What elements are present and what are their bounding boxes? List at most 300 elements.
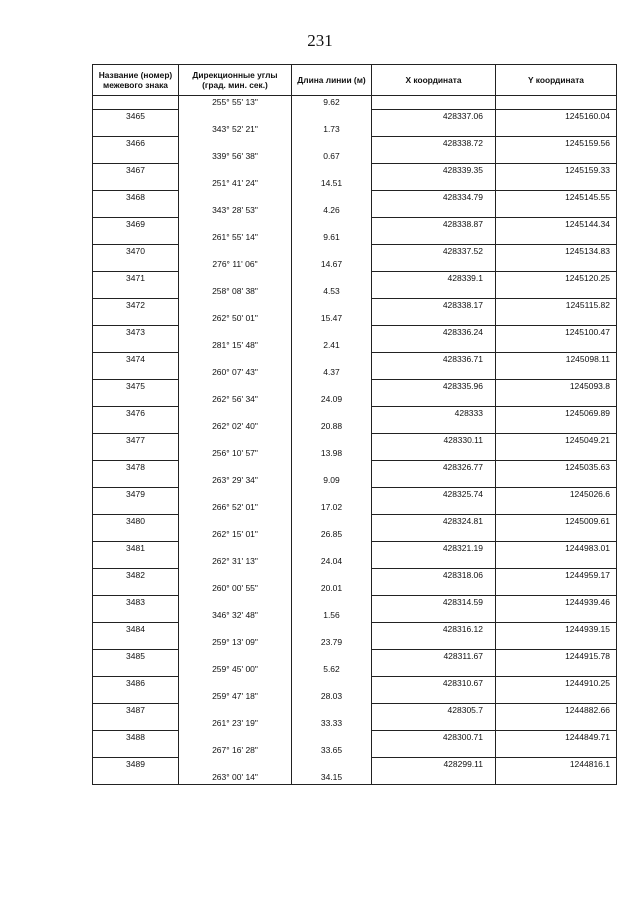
- x-coordinate-cell: [372, 771, 496, 785]
- mark-name-cell: [93, 744, 179, 758]
- table-row-segment: [93, 447, 617, 461]
- table-row-point: [93, 137, 617, 151]
- y-coordinate-cell: 1245160.04: [496, 110, 617, 124]
- x-coordinate-cell: 428334.79: [372, 191, 496, 205]
- line-length-cell: [292, 407, 372, 421]
- line-length-cell: 0.67: [292, 150, 372, 164]
- y-coordinate-cell: 1245120.25: [496, 272, 617, 286]
- mark-name-cell: [93, 150, 179, 164]
- line-length-cell: [292, 623, 372, 637]
- x-coordinate-cell: 428338.17: [372, 299, 496, 313]
- directional-angle-cell: 262° 31' 13": [179, 555, 292, 569]
- table-row-segment: [93, 717, 617, 731]
- mark-name-cell: 3481: [93, 542, 179, 556]
- line-length-cell: 24.04: [292, 555, 372, 569]
- directional-angle-cell: 255° 55' 13": [179, 96, 292, 110]
- directional-angle-cell: 276° 11' 06": [179, 258, 292, 272]
- x-coordinate-cell: 428338.72: [372, 137, 496, 151]
- table-row-segment: [93, 204, 617, 218]
- y-coordinate-cell: 1244816.1: [496, 758, 617, 772]
- table-row-segment: [93, 744, 617, 758]
- y-coordinate-cell: 1244910.25: [496, 677, 617, 691]
- directional-angle-cell: 256° 10' 57": [179, 447, 292, 461]
- mark-name-cell: [93, 501, 179, 515]
- mark-name-cell: [93, 447, 179, 461]
- x-coordinate-cell: 428325.74: [372, 488, 496, 502]
- directional-angle-cell: [179, 677, 292, 691]
- directional-angle-cell: [179, 758, 292, 772]
- table-row-point: [93, 731, 617, 745]
- x-coordinate-cell: [372, 339, 496, 353]
- mark-name-cell: [93, 366, 179, 380]
- line-length-cell: 1.56: [292, 609, 372, 623]
- table-row-segment: [93, 609, 617, 623]
- x-coordinate-cell: 428336.71: [372, 353, 496, 367]
- line-length-cell: 9.62: [292, 96, 372, 110]
- y-coordinate-cell: 1245049.21: [496, 434, 617, 448]
- line-length-cell: 5.62: [292, 663, 372, 677]
- y-coordinate-cell: [496, 663, 617, 677]
- y-coordinate-cell: 1245035.63: [496, 461, 617, 475]
- x-coordinate-cell: 428330.11: [372, 434, 496, 448]
- directional-angle-cell: [179, 488, 292, 502]
- y-coordinate-cell: 1244939.46: [496, 596, 617, 610]
- x-coordinate-cell: [372, 717, 496, 731]
- directional-angle-cell: 261° 23' 19": [179, 717, 292, 731]
- x-coordinate-cell: 428316.12: [372, 623, 496, 637]
- table-row-segment: [93, 474, 617, 488]
- mark-name-cell: 3479: [93, 488, 179, 502]
- table-row-point: [93, 407, 617, 421]
- table-row-point: [93, 677, 617, 691]
- mark-name-cell: 3465: [93, 110, 179, 124]
- table-row-segment: [93, 555, 617, 569]
- x-coordinate-cell: [372, 366, 496, 380]
- page-number: 231: [307, 31, 333, 50]
- table-row-point: [93, 596, 617, 610]
- x-coordinate-cell: 428310.67: [372, 677, 496, 691]
- table-row-point: [93, 299, 617, 313]
- directional-angle-cell: [179, 434, 292, 448]
- directional-angle-cell: [179, 191, 292, 205]
- y-coordinate-cell: 1245159.33: [496, 164, 617, 178]
- y-coordinate-cell: [496, 555, 617, 569]
- line-length-cell: [292, 380, 372, 394]
- mark-name-cell: 3487: [93, 704, 179, 718]
- line-length-cell: [292, 704, 372, 718]
- mark-name-cell: 3468: [93, 191, 179, 205]
- line-length-cell: 4.37: [292, 366, 372, 380]
- mark-name-cell: [93, 339, 179, 353]
- line-length-cell: 1.73: [292, 123, 372, 137]
- x-coordinate-cell: [372, 501, 496, 515]
- mark-name-cell: 3471: [93, 272, 179, 286]
- table-row-segment: [93, 258, 617, 272]
- x-coordinate-cell: [372, 636, 496, 650]
- directional-angle-cell: 251° 41' 24": [179, 177, 292, 191]
- x-coordinate-cell: 428299.11: [372, 758, 496, 772]
- directional-angle-cell: 267° 16' 28": [179, 744, 292, 758]
- x-coordinate-cell: 428326.77: [372, 461, 496, 475]
- x-coordinate-cell: 428321.19: [372, 542, 496, 556]
- table-row-point: [93, 218, 617, 232]
- line-length-cell: [292, 515, 372, 529]
- directional-angle-cell: [179, 272, 292, 286]
- directional-angle-cell: [179, 407, 292, 421]
- line-length-cell: 17.02: [292, 501, 372, 515]
- y-coordinate-cell: [496, 528, 617, 542]
- mark-name-cell: 3486: [93, 677, 179, 691]
- directional-angle-cell: 259° 45' 00": [179, 663, 292, 677]
- y-coordinate-cell: 1245115.82: [496, 299, 617, 313]
- y-coordinate-cell: 1245144.34: [496, 218, 617, 232]
- y-coordinate-cell: 1244849.71: [496, 731, 617, 745]
- y-coordinate-cell: [496, 771, 617, 785]
- line-length-cell: [292, 677, 372, 691]
- line-length-cell: 14.51: [292, 177, 372, 191]
- y-coordinate-cell: [496, 339, 617, 353]
- table-row-point: [93, 515, 617, 529]
- directional-angle-cell: 343° 28' 53": [179, 204, 292, 218]
- y-coordinate-cell: [496, 285, 617, 299]
- line-length-cell: [292, 542, 372, 556]
- table-row-segment: [93, 690, 617, 704]
- mark-name-cell: 3466: [93, 137, 179, 151]
- y-coordinate-cell: [496, 609, 617, 623]
- mark-name-cell: [93, 582, 179, 596]
- table-row-point: [93, 758, 617, 772]
- directional-angle-cell: [179, 326, 292, 340]
- directional-angle-cell: 260° 07' 43": [179, 366, 292, 380]
- table-row-segment: [93, 123, 617, 137]
- table-row-segment: [93, 231, 617, 245]
- line-length-cell: 2.41: [292, 339, 372, 353]
- y-coordinate-cell: [496, 231, 617, 245]
- mark-name-cell: [93, 258, 179, 272]
- x-coordinate-cell: 428339.35: [372, 164, 496, 178]
- table-row-point: [93, 245, 617, 259]
- directional-angle-cell: 258° 08' 38": [179, 285, 292, 299]
- directional-angle-cell: 262° 02' 40": [179, 420, 292, 434]
- directional-angle-cell: [179, 650, 292, 664]
- directional-angle-cell: [179, 542, 292, 556]
- y-coordinate-cell: [496, 312, 617, 326]
- table-row-segment: [93, 339, 617, 353]
- mark-name-cell: [93, 96, 179, 110]
- directional-angle-cell: [179, 461, 292, 475]
- line-length-cell: 33.33: [292, 717, 372, 731]
- directional-angle-cell: 262° 50' 01": [179, 312, 292, 326]
- line-length-cell: 20.88: [292, 420, 372, 434]
- mark-name-cell: 3477: [93, 434, 179, 448]
- x-coordinate-cell: [372, 447, 496, 461]
- x-coordinate-cell: [372, 690, 496, 704]
- y-coordinate-cell: [496, 123, 617, 137]
- mark-name-cell: [93, 528, 179, 542]
- line-length-cell: [292, 731, 372, 745]
- x-coordinate-cell: [372, 204, 496, 218]
- line-length-cell: [292, 191, 372, 205]
- table-row-segment: [93, 420, 617, 434]
- y-coordinate-cell: 1245159.56: [496, 137, 617, 151]
- directional-angle-cell: 263° 29' 34": [179, 474, 292, 488]
- y-coordinate-cell: 1244882.66: [496, 704, 617, 718]
- line-length-cell: 33.65: [292, 744, 372, 758]
- y-coordinate-cell: [496, 501, 617, 515]
- y-coordinate-cell: 1244959.17: [496, 569, 617, 583]
- mark-name-cell: [93, 690, 179, 704]
- x-coordinate-cell: [372, 420, 496, 434]
- directional-angle-cell: [179, 110, 292, 124]
- line-length-cell: [292, 299, 372, 313]
- mark-name-cell: 3480: [93, 515, 179, 529]
- x-coordinate-cell: 428300.71: [372, 731, 496, 745]
- x-coordinate-cell: 428314.59: [372, 596, 496, 610]
- table-row-segment: [93, 96, 617, 110]
- line-length-cell: [292, 272, 372, 286]
- mark-name-cell: [93, 420, 179, 434]
- mark-name-cell: 3489: [93, 758, 179, 772]
- line-length-cell: 9.09: [292, 474, 372, 488]
- y-coordinate-cell: [496, 366, 617, 380]
- y-coordinate-cell: 1245100.47: [496, 326, 617, 340]
- y-coordinate-cell: [496, 420, 617, 434]
- mark-name-cell: [93, 231, 179, 245]
- y-coordinate-cell: [496, 690, 617, 704]
- directional-angle-cell: 343° 52' 21": [179, 123, 292, 137]
- mark-name-cell: 3488: [93, 731, 179, 745]
- directional-angle-cell: [179, 164, 292, 178]
- x-coordinate-cell: 428324.81: [372, 515, 496, 529]
- directional-angle-cell: [179, 623, 292, 637]
- mark-name-cell: [93, 204, 179, 218]
- line-length-cell: [292, 758, 372, 772]
- table-row-segment: [93, 366, 617, 380]
- line-length-cell: [292, 137, 372, 151]
- mark-name-cell: 3478: [93, 461, 179, 475]
- x-coordinate-cell: 428339.1: [372, 272, 496, 286]
- y-coordinate-cell: 1245134.83: [496, 245, 617, 259]
- x-coordinate-cell: [372, 474, 496, 488]
- y-coordinate-cell: [496, 447, 617, 461]
- directional-angle-cell: [179, 704, 292, 718]
- line-length-cell: [292, 434, 372, 448]
- header-line-length: Длина линии (м): [292, 65, 372, 96]
- header-directional-angle: Дирекционные углы (град. мин. сек.): [179, 65, 292, 96]
- directional-angle-cell: 262° 56' 34": [179, 393, 292, 407]
- y-coordinate-cell: [496, 636, 617, 650]
- table-row-point: [93, 650, 617, 664]
- y-coordinate-cell: [496, 393, 617, 407]
- y-coordinate-cell: 1245069.89: [496, 407, 617, 421]
- y-coordinate-cell: [496, 474, 617, 488]
- mark-name-cell: [93, 285, 179, 299]
- table-row-point: [93, 623, 617, 637]
- directional-angle-cell: [179, 515, 292, 529]
- line-length-cell: [292, 164, 372, 178]
- table-row-segment: [93, 393, 617, 407]
- table-row-point: [93, 380, 617, 394]
- x-coordinate-cell: [372, 663, 496, 677]
- x-coordinate-cell: [372, 582, 496, 596]
- x-coordinate-cell: [372, 123, 496, 137]
- table-row-segment: [93, 150, 617, 164]
- directional-angle-cell: [179, 569, 292, 583]
- y-coordinate-cell: [496, 204, 617, 218]
- mark-name-cell: [93, 636, 179, 650]
- mark-name-cell: 3473: [93, 326, 179, 340]
- mark-name-cell: 3482: [93, 569, 179, 583]
- line-length-cell: [292, 569, 372, 583]
- table-row-point: [93, 434, 617, 448]
- line-length-cell: [292, 596, 372, 610]
- y-coordinate-cell: [496, 150, 617, 164]
- mark-name-cell: [93, 123, 179, 137]
- header-x-coordinate: X координата: [372, 65, 496, 96]
- y-coordinate-cell: 1244915.78: [496, 650, 617, 664]
- table-row-segment: [93, 528, 617, 542]
- table-header-row: [93, 65, 617, 96]
- y-coordinate-cell: 1245009.61: [496, 515, 617, 529]
- mark-name-cell: [93, 312, 179, 326]
- mark-name-cell: 3469: [93, 218, 179, 232]
- header-y-coordinate: Y координата: [496, 65, 617, 96]
- table-row-point: [93, 326, 617, 340]
- x-coordinate-cell: [372, 177, 496, 191]
- mark-name-cell: [93, 474, 179, 488]
- x-coordinate-cell: [372, 393, 496, 407]
- line-length-cell: [292, 245, 372, 259]
- directional-angle-cell: 281° 15' 48": [179, 339, 292, 353]
- mark-name-cell: [93, 177, 179, 191]
- x-coordinate-cell: [372, 528, 496, 542]
- line-length-cell: 20.01: [292, 582, 372, 596]
- x-coordinate-cell: 428337.06: [372, 110, 496, 124]
- mark-name-cell: 3467: [93, 164, 179, 178]
- x-coordinate-cell: [372, 312, 496, 326]
- line-length-cell: 9.61: [292, 231, 372, 245]
- x-coordinate-cell: 428337.52: [372, 245, 496, 259]
- line-length-cell: 14.67: [292, 258, 372, 272]
- line-length-cell: 4.26: [292, 204, 372, 218]
- directional-angle-cell: 346° 32' 48": [179, 609, 292, 623]
- table-row-point: [93, 110, 617, 124]
- directional-angle-cell: 266° 52' 01": [179, 501, 292, 515]
- y-coordinate-cell: 1245093.8: [496, 380, 617, 394]
- line-length-cell: [292, 488, 372, 502]
- line-length-cell: 28.03: [292, 690, 372, 704]
- y-coordinate-cell: 1245026.6: [496, 488, 617, 502]
- mark-name-cell: [93, 663, 179, 677]
- mark-name-cell: [93, 555, 179, 569]
- line-length-cell: 34.15: [292, 771, 372, 785]
- table-row-segment: [93, 285, 617, 299]
- line-length-cell: 24.09: [292, 393, 372, 407]
- directional-angle-cell: [179, 137, 292, 151]
- directional-angle-cell: [179, 731, 292, 745]
- directional-angle-cell: 259° 13' 09": [179, 636, 292, 650]
- directional-angle-cell: 263° 00' 14": [179, 771, 292, 785]
- table-row-point: [93, 488, 617, 502]
- directional-angle-cell: [179, 218, 292, 232]
- directional-angle-cell: 260° 00' 55": [179, 582, 292, 596]
- x-coordinate-cell: [372, 96, 496, 110]
- table-row-point: [93, 704, 617, 718]
- directional-angle-cell: 261° 55' 14": [179, 231, 292, 245]
- y-coordinate-cell: [496, 258, 617, 272]
- x-coordinate-cell: 428336.24: [372, 326, 496, 340]
- mark-name-cell: 3472: [93, 299, 179, 313]
- directional-angle-cell: [179, 380, 292, 394]
- mark-name-cell: 3483: [93, 596, 179, 610]
- x-coordinate-cell: 428335.96: [372, 380, 496, 394]
- y-coordinate-cell: 1245098.11: [496, 353, 617, 367]
- table-row-segment: [93, 177, 617, 191]
- line-length-cell: 26.85: [292, 528, 372, 542]
- mark-name-cell: [93, 717, 179, 731]
- x-coordinate-cell: [372, 231, 496, 245]
- table-row-segment: [93, 636, 617, 650]
- line-length-cell: 23.79: [292, 636, 372, 650]
- table-row-point: [93, 272, 617, 286]
- table-body: [93, 96, 617, 785]
- mark-name-cell: 3470: [93, 245, 179, 259]
- mark-name-cell: [93, 609, 179, 623]
- mark-name-cell: 3476: [93, 407, 179, 421]
- table-row-segment: [93, 771, 617, 785]
- line-length-cell: 4.53: [292, 285, 372, 299]
- mark-name-cell: 3474: [93, 353, 179, 367]
- directional-angle-cell: [179, 299, 292, 313]
- table-row-point: [93, 461, 617, 475]
- x-coordinate-cell: 428311.67: [372, 650, 496, 664]
- x-coordinate-cell: [372, 609, 496, 623]
- y-coordinate-cell: [496, 744, 617, 758]
- line-length-cell: [292, 326, 372, 340]
- x-coordinate-cell: [372, 744, 496, 758]
- boundary-coordinates-table: [92, 64, 617, 785]
- header-boundary-mark-name: Название (номер) межевого знака: [93, 65, 179, 96]
- table-row-point: [93, 569, 617, 583]
- y-coordinate-cell: [496, 717, 617, 731]
- y-coordinate-cell: [496, 177, 617, 191]
- x-coordinate-cell: [372, 285, 496, 299]
- directional-angle-cell: 259° 47' 18": [179, 690, 292, 704]
- line-length-cell: [292, 650, 372, 664]
- mark-name-cell: 3475: [93, 380, 179, 394]
- mark-name-cell: 3485: [93, 650, 179, 664]
- x-coordinate-cell: [372, 150, 496, 164]
- mark-name-cell: [93, 771, 179, 785]
- directional-angle-cell: 262° 15' 01": [179, 528, 292, 542]
- table-row-point: [93, 353, 617, 367]
- mark-name-cell: 3484: [93, 623, 179, 637]
- x-coordinate-cell: 428305.7: [372, 704, 496, 718]
- table-row-segment: [93, 663, 617, 677]
- y-coordinate-cell: 1244939.15: [496, 623, 617, 637]
- line-length-cell: [292, 218, 372, 232]
- table-row-point: [93, 164, 617, 178]
- x-coordinate-cell: 428333: [372, 407, 496, 421]
- x-coordinate-cell: 428338.87: [372, 218, 496, 232]
- table-row-segment: [93, 312, 617, 326]
- directional-angle-cell: [179, 596, 292, 610]
- mark-name-cell: [93, 393, 179, 407]
- line-length-cell: [292, 461, 372, 475]
- directional-angle-cell: [179, 353, 292, 367]
- directional-angle-cell: 339° 56' 38": [179, 150, 292, 164]
- x-coordinate-cell: [372, 258, 496, 272]
